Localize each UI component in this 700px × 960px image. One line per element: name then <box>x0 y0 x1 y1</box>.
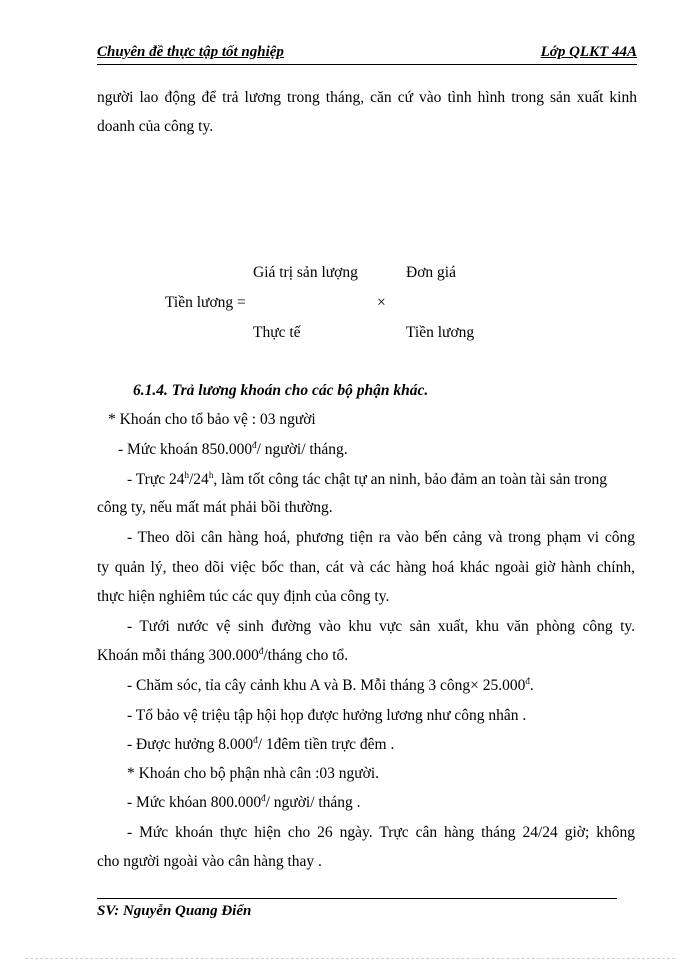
intro-line-1: người lao động để trả lương trong tháng, căn cứ vào tình hình trong sản xuất kinh <box>97 89 637 106</box>
scale-work-line-2: cho người ngoài vào cân hàng thay . <box>97 853 322 870</box>
guard-plant-care-line: - Chăm sóc, tỉa cây cảnh khu A và B. Mỗi tháng 3 công× $25.000^đ$. <box>127 675 534 694</box>
formula-denominator-right: Tiền lương <box>406 324 475 341</box>
formula-denominator-left: Thực tế <box>253 324 301 341</box>
scale-team-title: * Khoán cho bộ phận nhà cân :03 người. <box>127 765 380 782</box>
scale-work-line-1: - Mức khoán thực hiện cho 26 ngày. Trực cân hàng tháng 24/24 giờ; không <box>127 824 635 841</box>
guard-monitor-line-1: - Theo dõi cân hàng hoá, phương tiện ra vào bến cảng và trong phạm vi công <box>127 529 635 546</box>
scale-rate-line: - Mức khóan $800.000^đ/$ người/ tháng . <box>127 792 361 811</box>
intro-line-2: doanh của công ty. <box>97 118 214 135</box>
formula-numerator-left: Giá trị sản lượng <box>253 264 358 281</box>
guard-duty-line-2: công ty, nếu mất mát phải bồi thường. <box>97 499 333 516</box>
guard-meeting-line: - Tổ bảo vệ triệu tập hội họp được hưởng lương như công nhân . <box>127 707 527 724</box>
formula-multiply-sign: × <box>377 294 386 311</box>
guard-monitor-line-3: thực hiện nghiêm túc các quy định của công ty. <box>97 588 390 605</box>
formula-numerator-right: Đơn giá <box>406 264 456 281</box>
guard-team-title: * Khoán cho tổ bảo vệ : 03 người <box>108 411 316 428</box>
header-class-code: Lớp QLKT 44A <box>540 44 637 60</box>
footer-divider <box>97 898 617 899</box>
formula-lhs: Tiền lương = <box>165 294 246 311</box>
footer-author: SV: Nguyễn Quang Điển <box>97 903 252 919</box>
guard-watering-line-1: - Tưới nước vệ sinh đường vào khu vực sản xuất, khu văn phòng công ty. <box>127 618 635 635</box>
header-course-title: Chuyên đề thực tập tốt nghiệp <box>97 44 284 60</box>
section-heading: 6.1.4. Trả lương khoán cho các bộ phận khác. <box>133 382 429 399</box>
page-header <box>97 44 637 65</box>
page-break-divider <box>25 958 675 959</box>
guard-night-pay-line: - Được hưởng $8.000^đ/$ 1đêm tiền trực đêm . <box>127 734 395 753</box>
guard-monitor-line-2: ty quản lý, theo dõi việc bốc than, cát và các hàng hoá khác ngoài giờ hành chính, <box>97 559 635 576</box>
guard-duty-line-1: - Trực 24$^h$/24$^h$, làm tốt công tác chật tự an ninh, bảo đảm an toàn tài sản trong <box>127 469 607 488</box>
guard-rate-line: - Mức khoán $850.000^đ/$ người/ tháng. <box>118 439 348 458</box>
guard-watering-line-2: Khoán mỗi tháng $300.000^đ$/tháng cho tổ. <box>97 645 349 664</box>
